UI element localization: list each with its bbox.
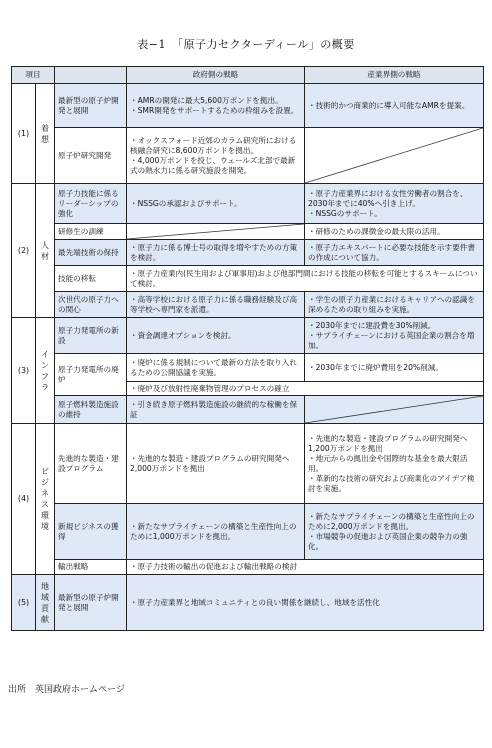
gov-strategy-cell: ・AMRの開発に最大5,600万ポンドを拠出。 ・SMR開発をサポートするための枠組みを設置。 <box>127 84 305 128</box>
industry-strategy-cell: ・研修のための課徴金の最大限の活用。 <box>305 224 484 240</box>
group-category <box>36 184 55 318</box>
gov-strategy-cell: ・資金調達オプションを検討。 <box>127 318 305 354</box>
table-row <box>12 504 484 560</box>
category-char: ネ <box>41 489 49 498</box>
empty-cell <box>127 224 305 240</box>
industry-strategy-cell: ・2030年までに建設費を30%削減。 ・サプライチェーンにおける英国企業の割合を増加。 <box>305 318 484 354</box>
group-category <box>36 84 55 184</box>
subitem-label: 研修生の訓練 <box>55 224 127 240</box>
industry-strategy-cell: ・学生の原子力産業におけるキャリアへの認識を深めるための取り組みを実施。 <box>305 292 484 318</box>
category-label <box>39 581 51 625</box>
category-char: 域 <box>41 592 49 602</box>
header-blank <box>55 67 127 84</box>
subitem-label: 原子力発電所の新設 <box>55 318 127 354</box>
subitem-label: 原子力発電所の廃炉 <box>55 354 127 396</box>
industry-strategy-cell: ・技術的かつ商業的に導入可能なAMRを提案。 <box>305 84 484 128</box>
group-number: (2) <box>12 184 36 318</box>
subitem-label: 最新型の原子炉開発と展開 <box>55 84 127 128</box>
strategy-table-wrapper <box>11 66 483 631</box>
group-category <box>36 318 55 424</box>
merged-strategy-cell: ・原子力産業界と地域コミュニティとの良い関係を継続し、地域を活性化 <box>127 575 484 631</box>
table-caption: 表−1 「原子力セクターディール」の概要 <box>137 38 355 51</box>
subitem-label: 次世代の原子力への関心 <box>55 292 127 318</box>
industry-strategy-cell: ・2030年までに廃炉費用を20%削減。 <box>305 354 484 382</box>
category-char: 貢 <box>41 603 49 613</box>
category-char: ジ <box>41 478 49 487</box>
subitem-label: 先進的な製造・建設プログラム <box>55 424 127 504</box>
table-row <box>12 575 484 631</box>
industry-strategy-cell: ・新たなサプライチェーンの構築と生産性向上のために2,000万ポンドを拠出。 ・市場競争の促進および英国企業の競争力の強化。 <box>305 504 484 560</box>
table-row <box>12 128 484 184</box>
empty-cell-slash <box>305 128 483 183</box>
subitem-label: 輸出戦略 <box>55 560 127 575</box>
table-row <box>12 318 484 354</box>
header-industry: 産業界側の戦略 <box>305 67 484 84</box>
category-char: ビ <box>41 467 49 476</box>
category-char: 地 <box>41 581 49 591</box>
category-label <box>39 349 51 393</box>
gov-strategy-cell: ・新たなサプライチェーンの構築と生産性向上のために1,000万ポンドを拠出。 <box>127 504 305 560</box>
gov-strategy-cell: ・NSSGの承認およびサポート。 <box>127 184 305 224</box>
category-char: ラ <box>41 382 49 392</box>
group-number: (5) <box>12 575 36 631</box>
subitem-label: 原子力技能に係るリーダーシップの強化 <box>55 184 127 224</box>
category-char: 着 <box>41 123 49 133</box>
table-row <box>12 424 484 504</box>
category-char: 人 <box>41 240 49 250</box>
group-category <box>36 424 55 575</box>
category-char: 環 <box>41 511 49 520</box>
merged-strategy-cell: ・原子力技術の輸出の促進および輸出戦略の検討 <box>127 560 484 575</box>
subitem-label: 原子燃料製造施設の維持 <box>55 396 127 424</box>
table-row <box>12 184 484 224</box>
empty-cell <box>305 128 484 184</box>
category-char: 想 <box>41 134 49 144</box>
table-row <box>12 354 484 382</box>
merged-strategy-cell: ・廃炉及び放射性廃棄物管理のプロセスの確立 <box>127 382 484 396</box>
category-label <box>39 123 51 145</box>
category-char: イ <box>41 349 49 359</box>
header-item: 項目 <box>12 67 55 84</box>
empty-cell-slash <box>305 396 483 423</box>
header-row <box>12 67 484 84</box>
subitem-label: 原子炉研究開発 <box>55 128 127 184</box>
sector-deal-table <box>11 66 484 631</box>
category-char: ン <box>41 360 49 370</box>
table-row <box>12 224 484 240</box>
gov-strategy-cell: ・高等学校における原子力に係る職務経験及び高等学校へ専門家を派遣。 <box>127 292 305 318</box>
subitem-label: 最先端技術の保持 <box>55 240 127 266</box>
category-char: フ <box>41 371 49 381</box>
industry-strategy-cell: ・先進的な製造・建設プログラムの研究開発へ1,200万ポンドを拠出 ・地元からの拠出金や国際的な基金を最大限活用。 ・革新的な技術の研究および商業化のアイデア検討を実施。 <box>305 424 484 504</box>
table-row <box>12 266 484 292</box>
subitem-label: 最新型の原子炉開発と展開 <box>55 575 127 631</box>
table-row <box>12 84 484 128</box>
industry-strategy-cell: ・原子力産業界における女性労働者の割合を、2030年までに40%へ引き上げ。 ・NSSGのサポート。 <box>305 184 484 224</box>
category-label <box>39 466 51 532</box>
table-row <box>12 240 484 266</box>
table-row <box>12 560 484 575</box>
subitem-label: 技能の移転 <box>55 266 127 292</box>
empty-cell <box>305 396 484 424</box>
gov-strategy-cell: ・原子力に係る博士号の取得を増やすための方策を検討。 <box>127 240 305 266</box>
group-number: (3) <box>12 318 36 424</box>
source-note: 出所 英国政府ホームページ <box>8 685 125 695</box>
industry-strategy-cell: ・原子力エキスパートに必要な技能を示す要件書の作成について協力。 <box>305 240 484 266</box>
table-row <box>12 292 484 318</box>
gov-strategy-cell: ・先進的な製造・建設プログラムの研究開発へ2,000万ポンドを拠出 <box>127 424 305 504</box>
gov-strategy-cell: ・引き続き原子燃料製造施設の継続的な稼働を保証 <box>127 396 305 424</box>
gov-strategy-cell: ・廃炉に係る規制について最新の方法を取り入れるための公開協議を実施。 <box>127 354 305 382</box>
category-char: 境 <box>41 522 49 531</box>
merged-strategy-cell: ・原子力産業内(民生用および軍事用)および他部門間における技能の移転を可能とするスキームについて検討。 <box>127 266 484 292</box>
group-category <box>36 575 55 631</box>
empty-cell-slash <box>127 224 304 239</box>
category-char: 献 <box>41 614 49 624</box>
table-row <box>12 396 484 424</box>
gov-strategy-cell: ・オックスフォード近郊のカラム研究所における核融合研究に8,600万ポンドを拠出。 ・4,000万ポンドを投じ、ウェールズ北部で最新式の熱水力に係る研究施設を開発。 <box>127 128 305 184</box>
category-label <box>39 240 51 262</box>
header-government: 政府側の戦略 <box>127 67 305 84</box>
category-char: 材 <box>41 251 49 261</box>
group-number: (1) <box>12 84 36 184</box>
group-number: (4) <box>12 424 36 575</box>
category-char: ス <box>41 500 49 509</box>
subitem-label: 新規ビジネスの獲得 <box>55 504 127 560</box>
